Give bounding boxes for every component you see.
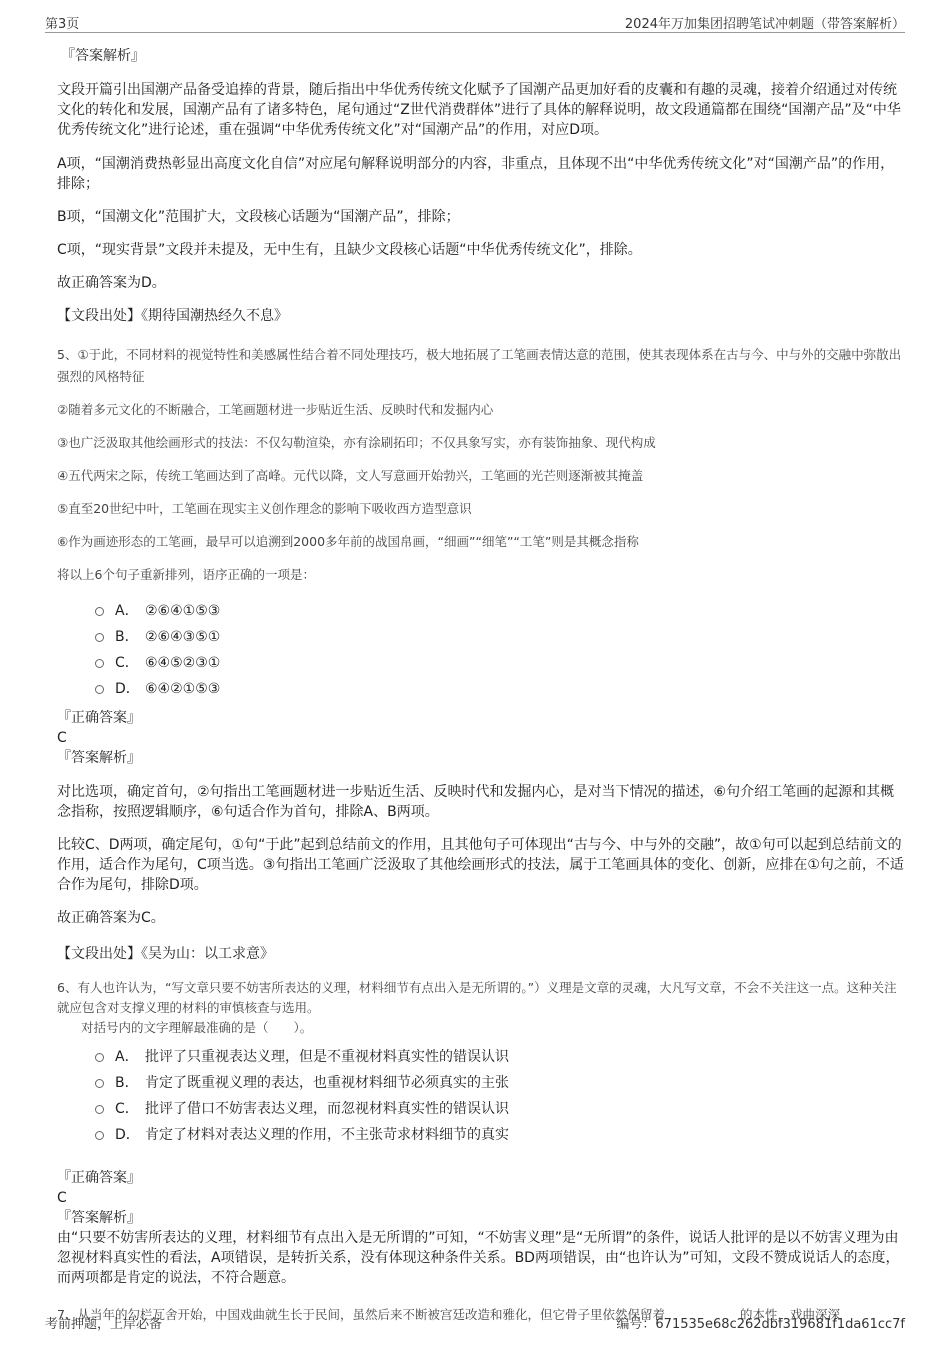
q4-source: 【文段出处】《期待国潮热经久不息》 [57, 308, 288, 324]
q7-stem-partial: 7、从当年的勾栏瓦舍开始，中国戏曲就生长于民间，虽然后来不断被宫廷改造和雅化，但它骨子里依然保留着 的本性，戏曲深深 [57, 1307, 840, 1322]
q6-option-d[interactable]: D． 肯定了材料对表达义理的作用，不主张苛求材料细节的真实 [57, 1122, 905, 1148]
q5-option-c[interactable]: C． ⑥④⑤②③① [57, 650, 905, 676]
q6-answer-label: 『正确答案』 [57, 1170, 141, 1186]
document-body [57, 46, 905, 1322]
document-id: 编号：671535e68c262dbf319681f1da61cc7f [616, 1317, 905, 1332]
q5-option-a[interactable]: A． ②⑥④①⑤③ [57, 598, 905, 624]
q5-sentence-3: ③也广泛汲取其他绘画形式的技法：不仅勾勒渲染，亦有涂刷拓印；不仅具象写实，亦有装饰抽象、现代构成 [57, 435, 656, 450]
q5-analysis-para2: 比较C、D两项，确定尾句，①句“于此”起到总结前文的作用，且其他句子可体现出“古与今、中与外的交融”，故①句可以起到总结前文的作用，适合作为尾句，C项当选。③句指出工笔画广泛汲取了其他绘画形式的技法，属于工笔画具体的变化、创新，应排在①句之前，不适合作为尾句，排除D项。 [57, 837, 904, 893]
radio-icon[interactable] [95, 1131, 104, 1140]
radio-icon[interactable] [95, 633, 104, 642]
q5-option-b[interactable]: B． ②⑥④③⑤① [57, 624, 905, 650]
q5-analysis-label: 『答案解析』 [57, 750, 141, 766]
q4-analysis-para1: 文段开篇引出国潮产品备受追捧的背景，随后指出中华优秀传统文化赋予了国潮产品更加好看的皮囊和有趣的灵魂，接着介绍通过对传统文化的转化和发展，国潮产品有了诸多特色，尾句通过“Z世代消费群体”进行了具体的解释说明，故文段通篇都在围绕“国潮产品”及“中华优秀传统文化”进行论述，重在强调“中华优秀传统文化”对“国潮产品”的作用，对应D项。 [57, 82, 901, 138]
q5-question: 将以上6个句子重新排列，语序正确的一项是： [57, 567, 315, 582]
q6-analysis-label: 『答案解析』 [57, 1210, 141, 1226]
q6-stem: 6、有人也许认为，“写文章只要不妨害所表达的义理，材料细节有点出入是无所谓的。”）义理是文章的灵魂，大凡写文章，不会不关注这一点。这种关注就应包含对支撑义理的材料的审慎核查与选用。 [57, 980, 897, 1015]
q5-answer: C [57, 730, 67, 746]
q5-analysis-para1: 对比选项，确定首句，②句指出工笔画题材进一步贴近生活、反映时代和发掘内心，是对当下情况的描述，⑥句介绍工笔画的起源和其概念指称，按照逻辑顺序，⑥句适合作为首句，排除A、B两项。 [57, 784, 895, 820]
q4-analysis-label: 『答案解析』 [61, 48, 145, 64]
radio-icon[interactable] [95, 685, 104, 694]
radio-icon[interactable] [95, 1105, 104, 1114]
q6-analysis-para1: 由“只要不妨害所表达的义理，材料细节有点出入是无所谓的”可知，“不妨害义理”是“无所谓”的条件，说话人批评的是以不妨害义理为由忽视材料真实性的看法，A项错误，是转折关系，没有体现这种条件关系。BD两项错误，由“也许认为”可知，文段不赞成说话人的态度，而两项都是肯定的说法，不符合题意。 [57, 1230, 900, 1286]
radio-icon[interactable] [95, 1079, 104, 1088]
q5-options [57, 598, 905, 702]
q5-sentence-5: ⑤直至20世纪中叶，工笔画在现实主义创作理念的影响下吸收西方造型意识 [57, 501, 472, 516]
q5-sentence-2: ②随着多元文化的不断融合，工笔画题材进一步贴近生活、反映时代和发掘内心 [57, 402, 494, 417]
radio-icon[interactable] [95, 659, 104, 668]
q6-option-b[interactable]: B． 肯定了既重视义理的表达，也重视材料细节必须真实的主张 [57, 1070, 905, 1096]
q6-option-c[interactable]: C． 批评了借口不妨害表达义理，而忽视材料真实性的错误认识 [57, 1096, 905, 1122]
q4-analysis-para3: B项，“国潮文化”范围扩大，文段核心话题为“国潮产品”，排除； [57, 209, 460, 225]
radio-icon[interactable] [95, 1053, 104, 1062]
q6-answer: C [57, 1190, 67, 1206]
q6-options [57, 1044, 905, 1148]
q5-source: 【文段出处】《吴为山：以工求意》 [57, 946, 274, 962]
page-number: 第3页 [45, 17, 80, 32]
document-title: 2024年万加集团招聘笔试冲刺题（带答案解析） [624, 17, 905, 32]
q4-analysis-para4: C项，“现实背景”文段并未提及，无中生有，且缺少文段核心话题“中华优秀传统文化”，排除。 [57, 242, 642, 258]
footer-slogan: 考前押题，上岸必备 [45, 1317, 163, 1332]
q5-analysis-para3: 故正确答案为C。 [57, 910, 165, 926]
header-divider [45, 32, 905, 33]
q4-analysis-para5: 故正确答案为D。 [57, 275, 166, 291]
q6-question: 对括号内的文字理解最准确的是（ ）。 [81, 1020, 313, 1035]
q4-analysis-para2: A项，“国潮消费热彰显出高度文化自信”对应尾句解释说明部分的内容，非重点，且体现不出“中华优秀传统文化”对“国潮产品”的作用，排除； [57, 156, 895, 192]
q5-sentence-4: ④五代两宋之际，传统工笔画达到了高峰。元代以降，文人写意画开始勃兴，工笔画的光芒则逐渐被其掩盖 [57, 468, 644, 483]
radio-icon[interactable] [95, 607, 104, 616]
q5-sentence-6: ⑥作为画迹形态的工笔画，最早可以追溯到2000多年前的战国帛画，“细画”“细笔”“工笔”则是其概念指称 [57, 534, 639, 549]
q6-option-a[interactable]: A． 批评了只重视表达义理，但是不重视材料真实性的错误认识 [57, 1044, 905, 1070]
q5-stem: 5、①于此，不同材料的视觉特性和美感属性结合着不同处理技巧，极大地拓展了工笔画表情达意的范围，使其表现体系在古与今、中与外的交融中弥散出强烈的风格特征 [57, 347, 902, 384]
q5-option-d[interactable]: D． ⑥④②①⑤③ [57, 676, 905, 702]
q5-answer-label: 『正确答案』 [57, 710, 141, 726]
